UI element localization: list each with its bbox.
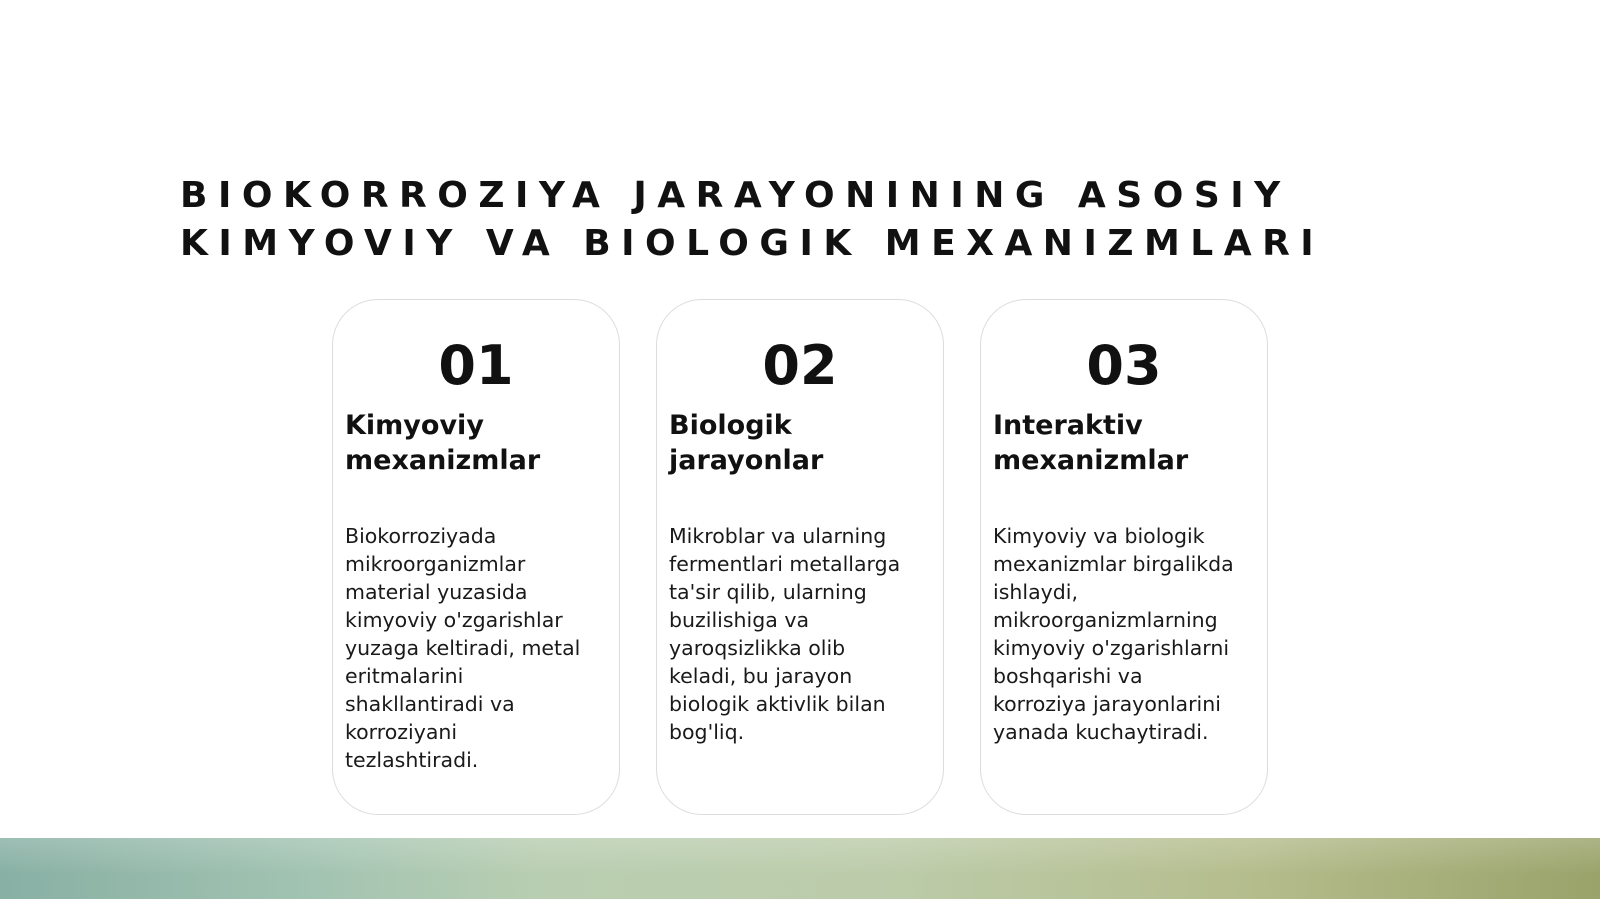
card-body-line: yanada kuchaytiradi. <box>993 720 1209 744</box>
card-body <box>993 522 1259 746</box>
card-heading-line: jarayonlar <box>669 445 824 476</box>
card-body-line: Biokorroziyada <box>345 524 497 548</box>
card-body-line: mikroorganizmlar <box>345 552 526 576</box>
card-heading <box>669 408 939 478</box>
card-body-line: korroziyani <box>345 720 458 744</box>
card-body-line: keladi, bu jarayon <box>669 664 853 688</box>
card-body-line: mikroorganizmlarning <box>993 608 1218 632</box>
card-interactive-mechanisms <box>980 299 1268 815</box>
card-body-line: korroziya jarayonlarini <box>993 692 1221 716</box>
card-heading-line: Interaktiv <box>993 410 1143 441</box>
card-body-line: shakllantiradi va <box>345 692 515 716</box>
card-chemical-mechanisms <box>332 299 620 815</box>
card-body-line: Mikroblar va ularning <box>669 524 887 548</box>
card-body-line: material yuzasida <box>345 580 528 604</box>
card-body-line: bog'liq. <box>669 720 745 744</box>
card-body-line: ishlaydi, <box>993 580 1078 604</box>
card-number: 03 <box>1086 334 1162 397</box>
card-body-line: biologik aktivlik bilan <box>669 692 886 716</box>
card-heading-line: mexanizmlar <box>993 445 1189 476</box>
card-heading <box>993 408 1263 478</box>
decorative-gradient-band <box>0 838 1600 899</box>
card-body-line: ta'sir qilib, ularning <box>669 580 867 604</box>
slide-title-line-1: BIOKORROZIYA JARAYONINING ASOSIY <box>180 175 1291 216</box>
card-body-line: yuzaga keltiradi, metal <box>345 636 581 660</box>
card-body <box>345 522 611 774</box>
card-heading-line: Kimyoviy <box>345 410 484 441</box>
slide-title-line-2: KIMYOVIY VA BIOLOGIK MEXANIZMLARI <box>180 223 1325 264</box>
card-body-line: Kimyoviy va biologik <box>993 524 1205 548</box>
card-body-line: mexanizmlar birgalikda <box>993 552 1234 576</box>
card-heading-line: Biologik <box>669 410 792 441</box>
card-body-line: kimyoviy o'zgarishlarni <box>993 636 1230 660</box>
card-body-line: eritmalarini <box>345 664 464 688</box>
card-body-line: tezlashtiradi. <box>345 748 479 772</box>
card-body-line: buzilishiga va <box>669 608 810 632</box>
slide-title <box>180 172 1440 268</box>
card-body-line: yaroqsizlikka olib <box>669 636 846 660</box>
card-number: 01 <box>438 334 514 397</box>
card-body <box>669 522 935 746</box>
card-heading-line: mexanizmlar <box>345 445 541 476</box>
card-heading <box>345 408 615 478</box>
card-body-line: fermentlari metallarga <box>669 552 901 576</box>
card-number: 02 <box>762 334 838 397</box>
card-body-line: boshqarishi va <box>993 664 1143 688</box>
card-body-line: kimyoviy o'zgarishlar <box>345 608 563 632</box>
card-biological-processes <box>656 299 944 815</box>
